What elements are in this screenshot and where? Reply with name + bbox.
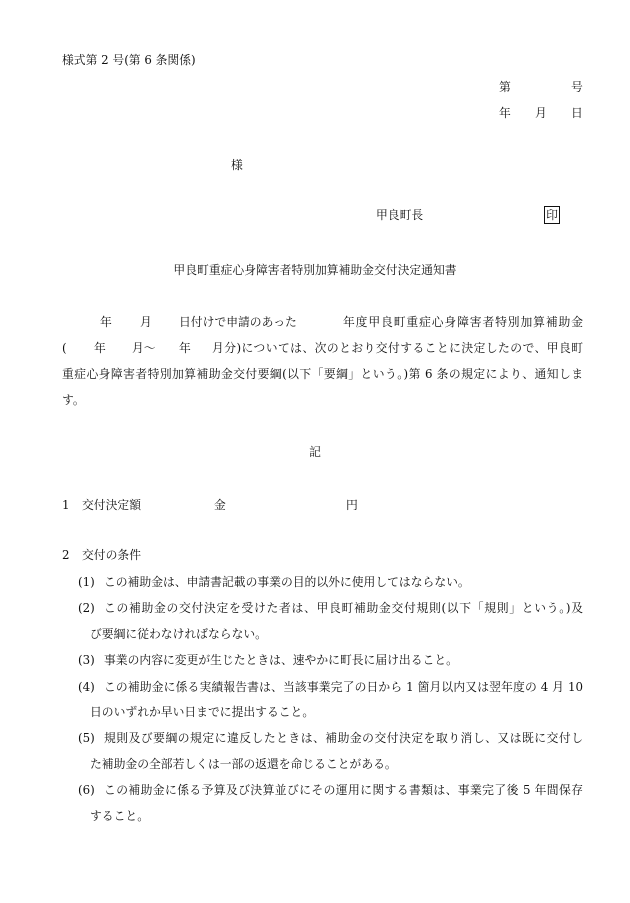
condition-text-continued: た補助金の全部若しくは一部の返還を命じることがある。: [90, 757, 397, 771]
body-line3: 重症心身障害者特別加算補助金交付要綱(以下「要綱」という。)第 6 条の規定により、通知しま: [62, 367, 583, 381]
body-line1-year: 年: [100, 315, 112, 329]
body-line1-fiscal: 年度甲良町重症心身障害者特別加算補助金: [343, 315, 583, 329]
body-line2-year-to: 年: [179, 341, 191, 355]
section1-label: 交付決定額: [82, 498, 141, 512]
body-line1-month: 月: [140, 315, 152, 329]
form-label: 様式第 2 号(第 6 条関係): [62, 53, 196, 67]
condition-text: この補助金に係る実績報告書は、当該事業完了の日から 1 箇月以内又は翌年度の 4 月 10: [104, 680, 583, 694]
section2-label: 交付の条件: [82, 548, 141, 562]
condition-text: この補助金の交付決定を受けた者は、甲良町補助金交付規則(以下「規則」という。)及: [104, 601, 583, 615]
section1-number: 1: [62, 498, 70, 512]
document-title: 甲良町重症心身障害者特別加算補助金交付決定通知書: [173, 263, 457, 277]
document-number-suffix: 号: [571, 80, 583, 94]
issuer-title: 甲良町長: [376, 208, 424, 222]
addressee-honorific: 様: [231, 158, 243, 172]
body-line2-year-from: 年: [94, 341, 106, 355]
body-line4: す。: [62, 393, 85, 407]
condition-number: (4): [78, 680, 95, 694]
date-month: 月: [535, 106, 547, 120]
condition-text-continued: び要綱に従わなければならない。: [90, 627, 267, 641]
condition-text-continued: すること。: [90, 809, 149, 823]
document-number-prefix: 第: [499, 80, 511, 94]
body-line2-rest: 月分)については、次のとおり交付することに決定したので、甲良町: [212, 341, 583, 355]
body-line1-applied: 日付けで申請のあった: [179, 315, 297, 329]
note-heading: 記: [309, 445, 321, 459]
condition-number: (3): [78, 653, 95, 667]
condition-text: この補助金に係る予算及び決算並びにその運用に関する書類は、事業完了後 5 年間保存: [104, 783, 583, 797]
condition-number: (1): [78, 575, 95, 589]
seal-mark: 印: [544, 206, 560, 224]
condition-text: 規則及び要綱の規定に違反したときは、補助金の交付決定を取り消し、又は既に交付し: [104, 731, 583, 745]
condition-number: (5): [78, 731, 95, 745]
date-day: 日: [571, 106, 583, 120]
section1-unit: 円: [346, 498, 358, 512]
condition-text: この補助金は、申請書記載の事業の目的以外に使用してはならない。: [104, 575, 470, 589]
condition-number: (6): [78, 783, 95, 797]
section2-number: 2: [62, 548, 70, 562]
body-line2-month-from: 月～: [132, 341, 156, 355]
section1-currency: 金: [214, 498, 226, 512]
condition-text-continued: 日のいずれか早い日までに提出すること。: [90, 705, 315, 719]
date-year: 年: [499, 106, 511, 120]
condition-number: (2): [78, 601, 95, 615]
body-line2-open: (: [62, 341, 67, 355]
condition-text: 事業の内容に変更が生じたときは、速やかに町長に届け出ること。: [104, 653, 458, 667]
